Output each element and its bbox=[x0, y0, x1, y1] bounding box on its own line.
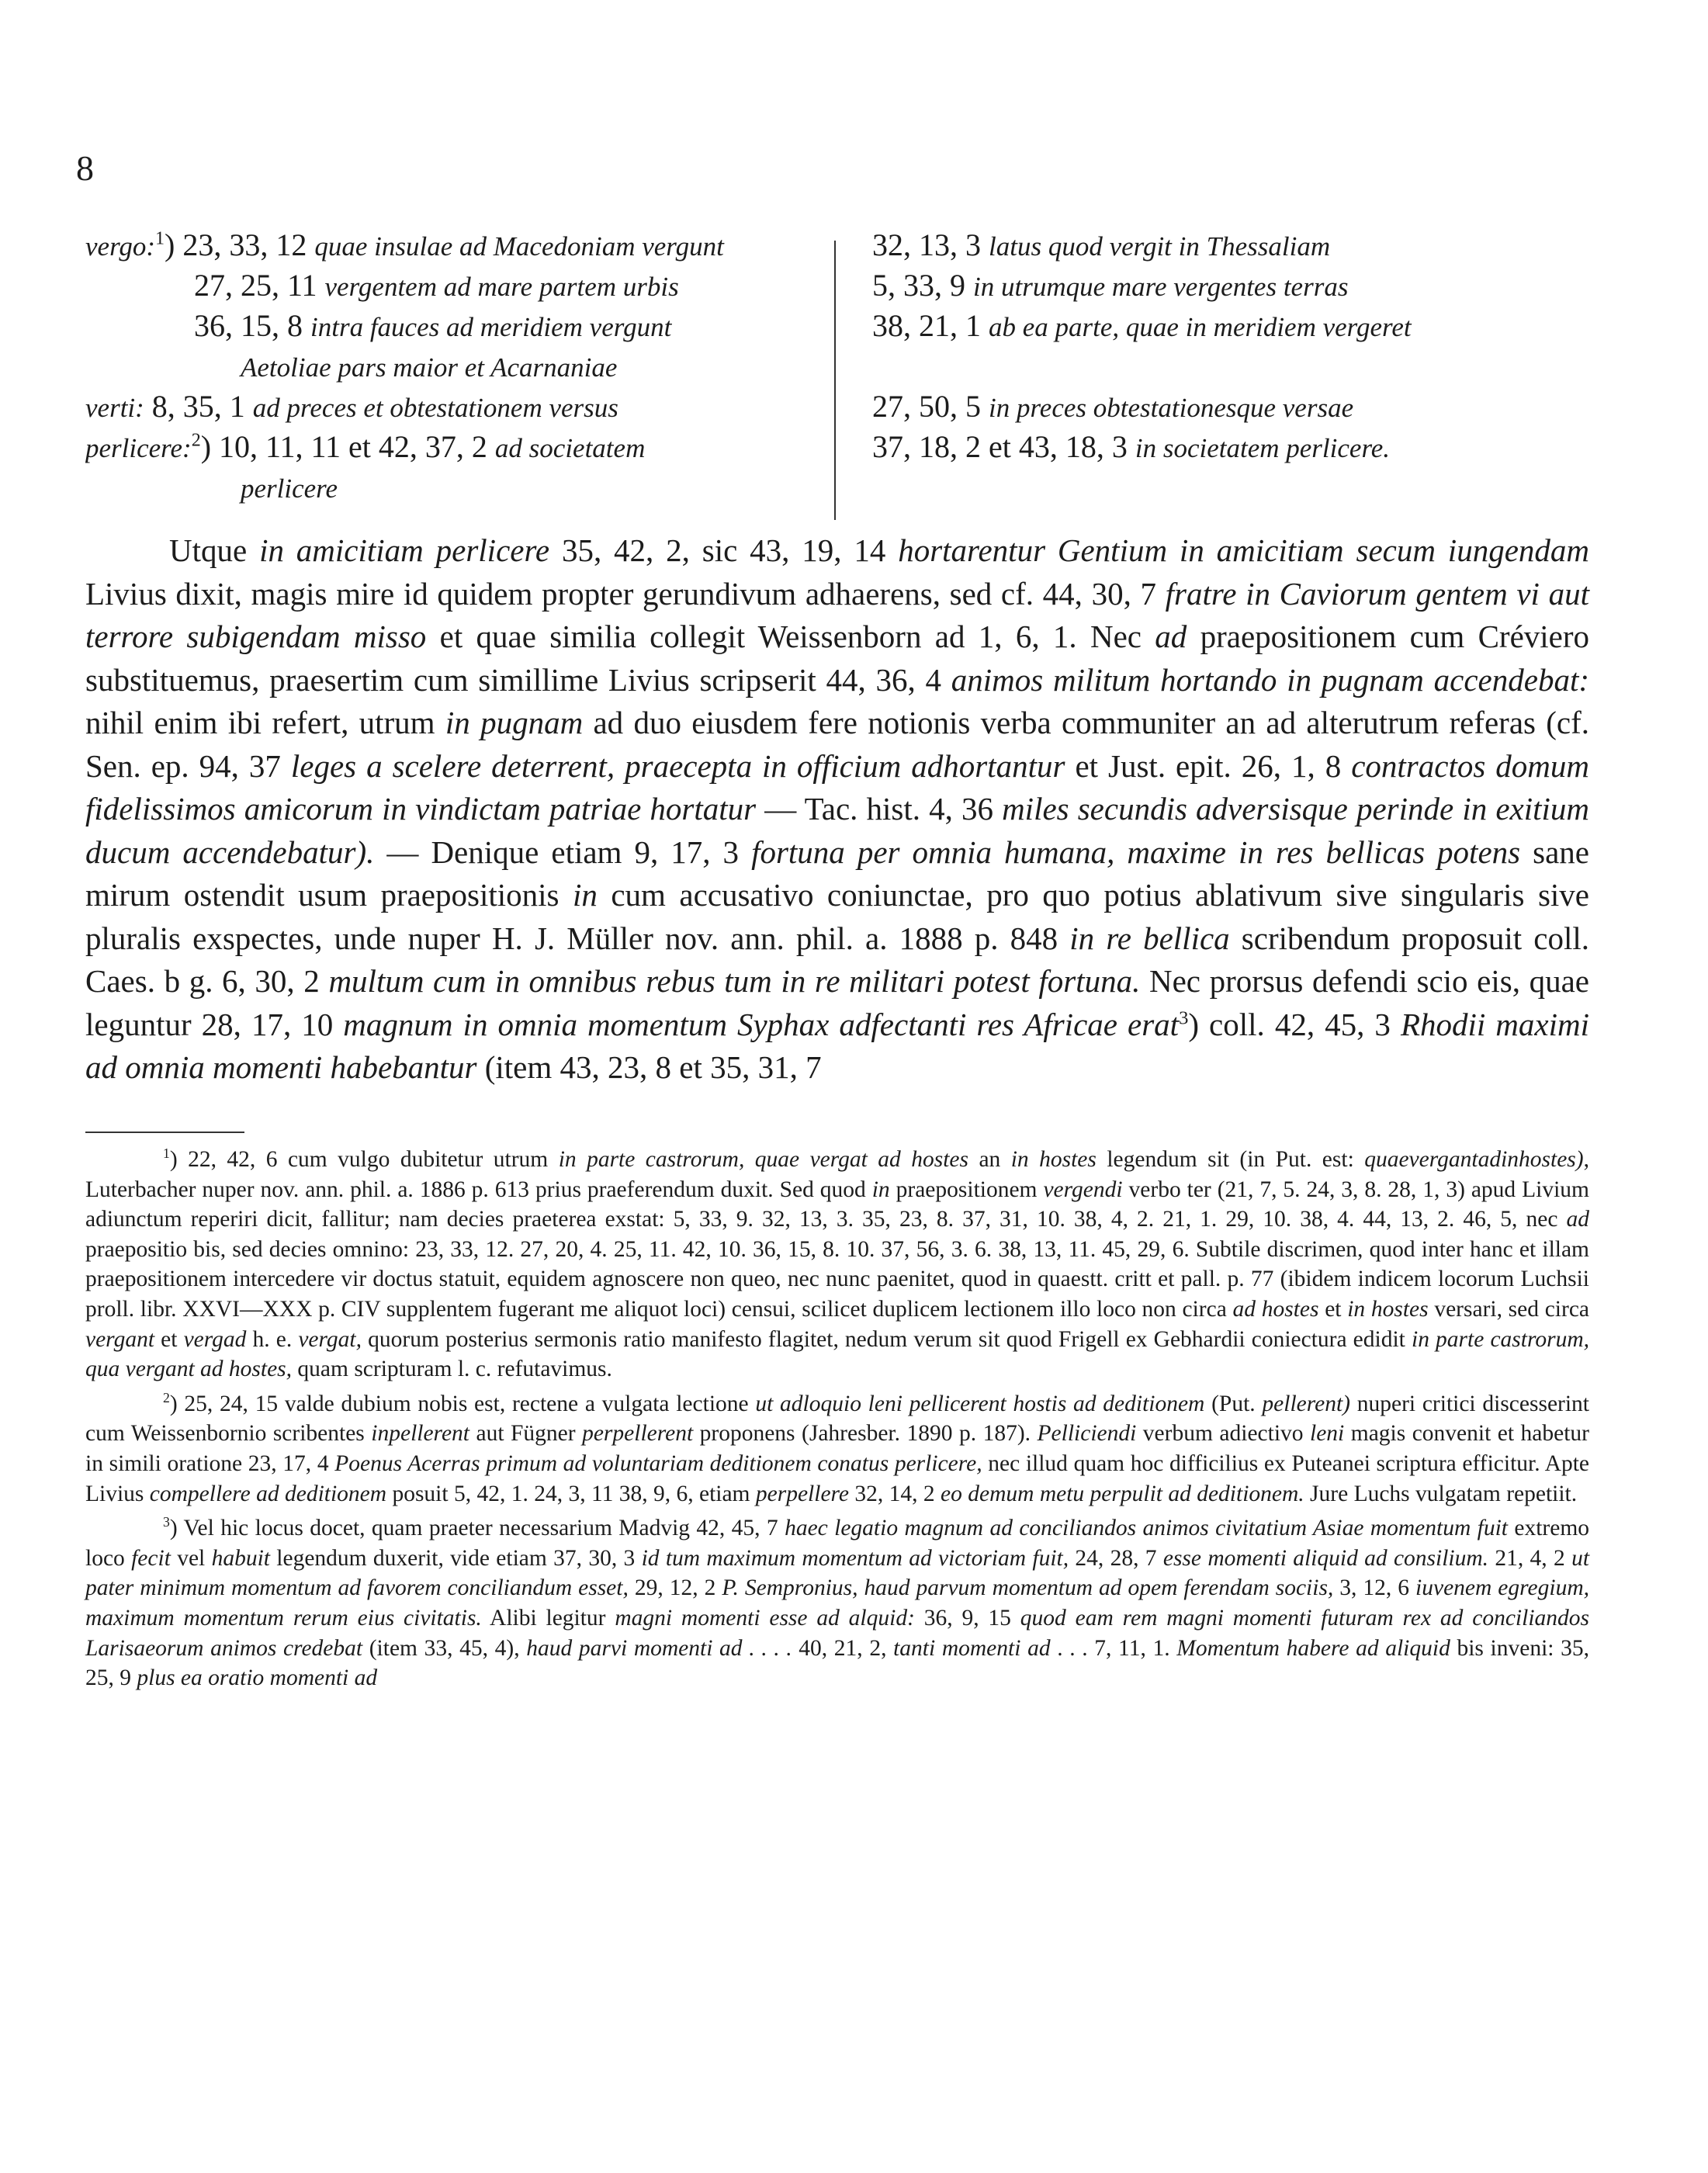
entry-line bbox=[85, 346, 815, 386]
entry-line bbox=[872, 225, 1617, 265]
italic-quote: vergad bbox=[183, 1326, 247, 1352]
italic-quote: ut adloquio leni pellicerent hostis ad deditionem bbox=[755, 1391, 1205, 1416]
italic-quote: vergat, bbox=[298, 1326, 362, 1352]
italic-quote: multum cum in omnibus rebus tum in re militari potest fortuna. bbox=[328, 963, 1141, 999]
entry-label: perlicere: bbox=[85, 433, 192, 463]
entry-ref: 5, 33, 9 bbox=[872, 268, 965, 303]
entry-quote: in societatem perlicere. bbox=[1135, 433, 1391, 463]
italic-quote: esse momenti aliquid ad consilium. bbox=[1162, 1545, 1489, 1571]
text-run: legendum duxerit, vide etiam 37, 30, 3 bbox=[269, 1545, 642, 1571]
italic-quote: Momentum habere ad aliquid bbox=[1176, 1635, 1450, 1661]
text-run: 32, 14, 2 bbox=[849, 1481, 941, 1506]
text-run: versari, sed circa bbox=[1428, 1296, 1590, 1322]
entry-line bbox=[872, 346, 1617, 386]
entry-label: verti: bbox=[85, 393, 144, 423]
italic-quote: eo demum metu perpulit ad deditionem. bbox=[941, 1481, 1304, 1506]
text-run: quorum posterius sermonis ratio manifesto flagitet, nedum verum sit quod Frigell ex Gebhardii coniectura edidit bbox=[362, 1326, 1412, 1352]
italic-quote: Pelliciendi bbox=[1037, 1421, 1137, 1447]
text-run: , Luterbacher nuper nov. ann. phil. a. 1886 p. 613 prius praeferendum duxit. Sed quod bbox=[85, 1147, 1589, 1202]
text-run: praepositionem cum Créviero substituemus, praesertim cum simillime Livius scripserit 44, 36, 4 bbox=[85, 619, 1590, 698]
text-run: nuperi critici discesserint cum Weissenbornio scribentes bbox=[85, 1391, 1589, 1447]
italic-quote: haec legatio magnum ad conciliandos animos civitatium Asiae momentum fuit bbox=[785, 1516, 1508, 1541]
text-run: (Put. bbox=[1204, 1391, 1263, 1416]
text-run: vel bbox=[170, 1545, 212, 1571]
entry-line: perlicere:$^2$) 10, 11, 11 et 42, 37, 2 ad societatem bbox=[85, 429, 646, 464]
italic-quote: pellerent) bbox=[1262, 1391, 1350, 1416]
italic-quote: iuvenem egregium, maximum momentum rerum eius civitatis. bbox=[85, 1575, 1590, 1631]
italic-quote: tanti momenti ad bbox=[893, 1635, 1051, 1661]
text-run: 40, 21, 2, bbox=[792, 1635, 894, 1661]
italic-quote: vergant bbox=[85, 1326, 155, 1352]
italic-quote: haud parvi momenti ad . . . . bbox=[526, 1635, 792, 1661]
two-column-list bbox=[85, 225, 1606, 520]
entry-ref: 10, 11, 11 et 42, 37, 2 bbox=[219, 429, 487, 464]
text-run: praepositionem bbox=[889, 1177, 1044, 1202]
entry-quote: ab ea parte, quae in meridiem vergeret bbox=[989, 312, 1412, 342]
text-run: 35, 42, 2, sic 43, 19, 14 bbox=[549, 532, 899, 568]
text-run: Jure Luchs vulgatam repetiit. bbox=[1304, 1481, 1578, 1506]
italic-quote: in amicitiam perlicere bbox=[259, 532, 550, 568]
entry-quote: vergentem ad mare partem urbis bbox=[324, 272, 679, 302]
entry-quote: ad societatem bbox=[494, 433, 646, 463]
text-run: et bbox=[154, 1326, 184, 1352]
italic-quote: compellere ad deditionem bbox=[149, 1481, 387, 1506]
entry-line bbox=[872, 265, 1617, 306]
italic-quote: P. Sempronius, haud parvum momentum ad opem ferendam sociis, bbox=[722, 1575, 1334, 1601]
text-run: quam scripturam l. c. refutavimus. bbox=[292, 1357, 612, 1382]
entry-ref: 36, 15, 8 bbox=[194, 308, 303, 343]
italic-quote: in parte castrorum, qua vergant ad hostes, bbox=[85, 1326, 1590, 1382]
text-run: proponens (Jahresber. 1890 p. 187). bbox=[693, 1421, 1038, 1447]
entry-quote: perlicere bbox=[241, 473, 338, 504]
text-run: Utque bbox=[169, 532, 260, 568]
italic-quote: in re bellica bbox=[1069, 920, 1230, 956]
entry-ref: 32, 13, 3 bbox=[872, 227, 981, 262]
entry-quote: latus quod vergit in Thessaliam bbox=[989, 231, 1331, 262]
text-run: Vel hic locus docet, quam praeter necessarium Madvig 42, 45, 7 bbox=[177, 1516, 785, 1541]
italic-quote: in hostes bbox=[1010, 1147, 1097, 1172]
text-run: 22, 42, 6 cum vulgo dubitetur utrum bbox=[177, 1147, 559, 1172]
text-run: — Denique etiam 9, 17, 3 bbox=[374, 834, 752, 870]
text-run: 3, 12, 6 bbox=[1333, 1575, 1416, 1601]
italic-quote: perpellere bbox=[755, 1481, 850, 1506]
text-run: bis inveni: 35, 25, 9 bbox=[85, 1635, 1589, 1691]
text-run: legendum sit (in Put. est: bbox=[1096, 1147, 1365, 1172]
text-run: 29, 12, 2 bbox=[628, 1575, 722, 1601]
italic-quote: magnum in omnia momentum Syphax adfectanti res Africae erat bbox=[343, 1006, 1180, 1042]
column-divider bbox=[834, 241, 836, 520]
text-run: 36, 9, 15 bbox=[914, 1605, 1020, 1631]
text-run: extremo loco bbox=[85, 1516, 1590, 1571]
text-run: h. e. bbox=[246, 1326, 299, 1352]
entry-ref: 37, 18, 2 et 43, 18, 3 bbox=[872, 429, 1128, 464]
marker-wrap: $^3$) bbox=[1179, 1006, 1200, 1042]
text-run: aut Fügner bbox=[469, 1421, 583, 1447]
italic-quote: ad bbox=[1155, 619, 1187, 654]
italic-quote: contractos domum fidelissimos amicorum in vindictam patriae hortatur bbox=[85, 747, 1589, 827]
footnote-number: 3 bbox=[163, 1514, 170, 1530]
italic-quote: in hostes bbox=[1347, 1296, 1429, 1322]
text-run: an bbox=[968, 1147, 1011, 1172]
entry-quote: Aetoliae pars maior et Acarnaniae bbox=[241, 352, 618, 383]
italic-quote: plus ea oratio momenti ad bbox=[137, 1665, 378, 1691]
left-column bbox=[85, 225, 815, 508]
text-run: et quae similia collegit Weissenborn ad 1, 6, 1. Nec bbox=[426, 619, 1155, 654]
footnote: $^2$) 25, 24, 15 valde dubium nobis est, rectene a vulgata lectione ut adloquio leni pellicerent hostis ad deditionem (Put. pellerent) nuperi critici discesserint cum Weissenbornio scribentes inpellerent aut Fügner perpellerent proponens (Jahresber. 1890 p. 187). Pelliciendi verbum adiectivo leni magis convenit et habetur in simili oratione 23, 17, 4 Poenus Acerras primum ad voluntariam deditionem conatus perlicere, nec illud quam hoc difficilius ex Puteanei scriptura efficitur. Apte Livius compellere ad deditionem posuit 5, 42, 1. 24, 3, 11 38, 9, 6, etiam perpellere 32, 14, 2 eo demum metu perpulit ad deditionem. Jure Luchs vulgatam repetiit. bbox=[85, 1389, 1590, 1506]
entry-line bbox=[85, 467, 815, 508]
italic-quote: in bbox=[871, 1177, 890, 1202]
text-run: et bbox=[1318, 1296, 1348, 1322]
entry-quote: ad preces et obtestationem versus bbox=[252, 393, 618, 423]
italic-quote: fratre in Caviorum gentem vi aut terrore subigendam misso bbox=[85, 575, 1589, 654]
text-run: praepositio bis, sed decies omnino: 23, 33, 12. 27, 20, 4. 25, 11. 42, 10. 36, 15, 8. 10. 37, 56, 3. 6. 38, 13, 11. 45, 29, 6. Subtile discrimen, quod inter hanc et illam praepositionem intercedere vir doctus statuit, equidem agnoscere non queo, nec nunc paenitet, quod in quaestt. critt et pall. p. 77 (ibidem indicem locorum Luchsii proll. libr. XXVI—XXX p. CIV supplentem fugerant me aliquot loci) censui, scilicet duplicem lectionem illo loco non circa bbox=[85, 1236, 1589, 1322]
footnote: $^1$) 22, 42, 6 cum vulgo dubitetur utrum in parte castrorum, quae vergat ad hostes an in hostes legendum sit (in Put. est: quaevergantadinhostes), Luterbacher nuper nov. ann. phil. a. 1886 p. 613 prius praeferendum duxit. Sed quod in praepositionem vergendi verbo ter (21, 7, 5. 24, 3, 8. 28, 1, 3) apud Livium adiunctum reperiri dicit, fallitur; nam decies praeterea exstat: 5, 33, 9. 32, 13, 3. 35, 23, 8. 37, 31, 10. 38, 4, 2. 21, 1. 29, 10. 38, 4. 44, 13, 2. 46, 5, nec ad praepositio bis, sed decies omnino: 23, 33, 12. 27, 20, 4. 25, 11. 42, 10. 36, 15, 8. 10. 37, 56, 3. 6. 38, 13, 11. 45, 29, 6. Subtile discrimen, quod inter hanc et illam praepositionem intercedere vir doctus statuit, equidem agnoscere non queo, nec nunc paenitet, quod in quaestt. critt et pall. p. 77 (ibidem indicem locorum Luchsii proll. libr. XXVI—XXX p. CIV supplentem fugerant me aliquot loci) censui, scilicet duplicem lectionem illo loco non circa ad hostes et in hostes versari, sed circa vergant et vergad h. e. vergat, quorum posterius sermonis ratio manifesto flagitet, nedum verum sit quod Frigell ex Gebhardii coniectura edidit in parte castrorum, qua vergant ad hostes, quam scripturam l. c. refutavimus. bbox=[85, 1145, 1590, 1382]
italic-quote: Rhodii maximi ad omnia momenti habebantur bbox=[85, 1006, 1590, 1085]
entry-line bbox=[85, 386, 815, 427]
text-run: Livius dixit, magis mire id quidem propter gerundivum adhaerens, sed cf. 44, 30, 7 bbox=[85, 575, 1166, 612]
text-run: . . . 7, 11, 1. bbox=[1050, 1635, 1177, 1661]
footnote-marker: 2 bbox=[191, 430, 201, 451]
italic-quote: leges a scelere deterrent, praecepta in officium adhortantur bbox=[290, 747, 1065, 784]
entry-line bbox=[85, 306, 815, 346]
entry-line bbox=[85, 265, 815, 306]
entry-ref: 23, 33, 12 bbox=[182, 227, 307, 262]
entry-line: vergo:$^1$) 23, 33, 12 quae insulae ad Macedoniam vergunt bbox=[85, 227, 724, 262]
text-run: nihil enim ibi refert, utrum bbox=[85, 705, 445, 740]
italic-quote: habuit bbox=[211, 1545, 270, 1571]
text-run: coll. 42, 45, 3 bbox=[1199, 1006, 1401, 1042]
italic-quote: hortarentur Gentium in amicitiam secum iungendam bbox=[898, 532, 1590, 568]
italic-quote: leni bbox=[1310, 1421, 1345, 1447]
footnote-number: 1 bbox=[163, 1145, 170, 1162]
entry-ref: 27, 50, 5 bbox=[872, 389, 981, 424]
entry-line bbox=[872, 427, 1617, 467]
text-run: cum accusativo coniunctae, pro quo potius ablativum sive singularis sive pluralis exspectes, unde nuper H. J. Müller nov. ann. phil. a. 1888 p. 848 bbox=[85, 877, 1589, 956]
footnote-marker: 3 bbox=[1179, 1007, 1189, 1028]
italic-quote: in bbox=[572, 877, 598, 913]
italic-quote: magni momenti esse ad alquid: bbox=[615, 1605, 915, 1631]
page-number: 8 bbox=[76, 148, 94, 188]
italic-quote: vergendi bbox=[1043, 1177, 1123, 1202]
entry-label: vergo: bbox=[85, 231, 156, 262]
italic-quote: animos militum hortando in pugnam accendebat: bbox=[951, 661, 1589, 698]
text-run: 25, 24, 15 valde dubium nobis est, rectene a vulgata lectione bbox=[177, 1391, 756, 1416]
text-run: ad duo eiusdem fere notionis verba communiter an ad alterutrum referas (cf. Sen. ep. 94, 37 bbox=[85, 705, 1590, 784]
entry-quote: in preces obtestationesque versae bbox=[989, 393, 1354, 423]
text-run: verbum adiectivo bbox=[1136, 1421, 1311, 1447]
entry-quote: quae insulae ad Macedoniam vergunt bbox=[314, 231, 724, 262]
italic-quote: ut pater minimum momentum ad favorem conciliandum esset, bbox=[85, 1545, 1590, 1601]
entry-quote: intra fauces ad meridiem vergunt bbox=[310, 312, 672, 342]
entry-quote: in utrumque mare vergentes terras bbox=[973, 272, 1349, 302]
entry-ref: 8, 35, 1 bbox=[151, 389, 245, 424]
italic-quote: inpellerent bbox=[371, 1421, 469, 1447]
text-run: magis convenit et habetur in simili oratione 23, 17, 4 bbox=[85, 1421, 1590, 1476]
footnote-number: 2 bbox=[163, 1389, 170, 1405]
entry-line bbox=[872, 386, 1617, 427]
text-run: — Tac. hist. 4, 36 bbox=[756, 791, 1003, 827]
footnotes bbox=[85, 1145, 1589, 1698]
text-run: 24, 28, 7 bbox=[1069, 1545, 1163, 1571]
italic-quote: in parte castrorum, quae vergat ad hostes bbox=[558, 1147, 968, 1172]
italic-quote: Poenus Acerras primum ad voluntariam deditionem conatus perlicere, bbox=[334, 1450, 982, 1476]
italic-quote: miles secundis adversisque perinde in exitium ducum accendebatur). bbox=[85, 791, 1590, 870]
footnote-marker: 1 bbox=[155, 228, 165, 249]
text-run: verbo ter (21, 7, 5. 24, 3, 8. 28, 1, 3) apud Livium adiunctum reperiri dicit, fallitur; nam decies praeterea exstat: 5, 33, 9. 32, 13, 3. 35, 23, 8. 37, 31, 10. 38, 4, 2. 21, 1. 29, 10. 38, 4. 44, 13, 2. 46, 5, nec bbox=[85, 1177, 1589, 1232]
italic-quote: ad bbox=[1566, 1207, 1589, 1232]
text-run: scribendum proposuit coll. Caes. b g. 6, 30, 2 bbox=[85, 920, 1589, 999]
italic-quote: perpellerent bbox=[582, 1421, 694, 1447]
text-run: et Just. epit. 26, 1, 8 bbox=[1065, 747, 1352, 784]
text-run: Nec prorsus defendi scio eis, quae leguntur 28, 17, 10 bbox=[85, 963, 1589, 1042]
italic-quote: fecit bbox=[131, 1545, 171, 1571]
main-paragraph bbox=[85, 529, 1589, 1090]
entry-ref: 38, 21, 1 bbox=[872, 308, 981, 343]
italic-quote: in pugnam bbox=[445, 705, 584, 740]
italic-quote: quod eam rem magni momenti futuram rex ad conciliandos Larisaeorum animos credebat bbox=[85, 1605, 1589, 1661]
right-column bbox=[872, 225, 1617, 467]
italic-quote: ad hostes bbox=[1232, 1296, 1319, 1322]
text-run: (item 33, 45, 4), bbox=[362, 1635, 527, 1661]
text-run: sane mirum ostendit usum praepositionis bbox=[85, 834, 1589, 913]
text-run: nec illud quam hoc difficilius ex Puteanei scriptura efficitur. Apte Livius bbox=[85, 1450, 1589, 1506]
footnote: $^3$) Vel hic locus docet, quam praeter necessarium Madvig 42, 45, 7 haec legatio magnum ad conciliandos animos civitatium Asiae momentum fuit extremo loco fecit vel habuit legendum duxerit, vide etiam 37, 30, 3 id tum maximum momentum ad victoriam fuit, 24, 28, 7 esse momenti aliquid ad consilium. 21, 4, 2 ut pater minimum momentum ad favorem conciliandum esset, 29, 12, 2 P. Sempronius, haud parvum momentum ad opem ferendam sociis, 3, 12, 6 iuvenem egregium, maximum momentum rerum eius civitatis. Alibi legitur magni momenti esse ad alquid: 36, 9, 15 quod eam rem magni momenti futuram rex ad conciliandos Larisaeorum animos credebat (item 33, 45, 4), haud parvi momenti ad . . . . 40, 21, 2, tanti momenti ad . . . 7, 11, 1. Momentum habere ad aliquid bis inveni: 35, 25, 9 plus ea oratio momenti ad bbox=[85, 1514, 1590, 1691]
text-run: posuit 5, 42, 1. 24, 3, 11 38, 9, 6, etiam bbox=[386, 1481, 756, 1506]
footnote-divider bbox=[85, 1132, 244, 1133]
text-run: (item 43, 23, 8 et 35, 31, 7 bbox=[476, 1049, 822, 1085]
entry-ref: 27, 25, 11 bbox=[194, 268, 317, 303]
entry-line bbox=[872, 306, 1617, 346]
italic-quote: id tum maximum momentum ad victoriam fuit, bbox=[641, 1545, 1069, 1571]
text-run: Alibi legitur bbox=[481, 1605, 615, 1631]
italic-quote: fortuna per omnia humana, maxime in res bellicas potens bbox=[751, 834, 1521, 870]
italic-quote: quaevergantadinhostes) bbox=[1364, 1147, 1584, 1172]
text-run: 21, 4, 2 bbox=[1488, 1545, 1572, 1571]
